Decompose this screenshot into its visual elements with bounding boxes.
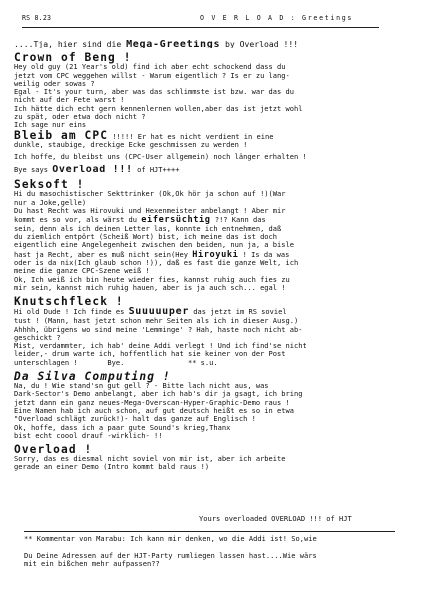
text-line: Dark-Sector's Demo anbelangt, aber ich hab's dir ja gsagt, ich bring bbox=[14, 390, 303, 399]
text-line: dunkle, staubige, dreckige Ecke geschmissen zu werden ! bbox=[14, 140, 248, 149]
bye-line: Bye says Overload !!! of HJT++++ bbox=[14, 165, 180, 176]
text-line: "Overload schlägt zurück!)- halt das ganze auf Englisch ! bbox=[14, 415, 256, 424]
heading-seksoft: Seksoft ! bbox=[14, 178, 85, 192]
text-line: jetzt vom CPC weggehen willst - Warum eigentlich ? Is er zu lang- bbox=[14, 71, 290, 80]
page-header bbox=[0, 13, 423, 23]
signoff: Yours overloaded OVERLOAD !!! of HJT bbox=[199, 514, 352, 523]
text-line: gerade an einer Demo (Intro kommt bald raus !) bbox=[14, 463, 210, 472]
text-line: sein, denn als ich deinen Letter las, konnte ich entnehmen, daß bbox=[14, 224, 282, 233]
text-line: Hey old guy (21 Year's old) find ich aber echt schockend dass du bbox=[14, 63, 286, 72]
suuuuuper: Suuuuuper bbox=[128, 307, 190, 318]
text-line: leider,- drum warte ich, hoffentlich hat sie keiner von der Post bbox=[14, 350, 286, 359]
text-line: zu spät, oder etwa doch nicht ? bbox=[14, 113, 146, 122]
text-line: Ich hoffe, du bleibst uns (CPC-User allgemein) noch länger erhalten ! bbox=[14, 152, 307, 161]
text-line: mir sein, kannst mich ruhig hauen, aber is ja auch sch... egal ! bbox=[14, 283, 286, 292]
comment-line: Du Deine Adressen auf der HJT-Party rumliegen lassen hast....Wie wärs bbox=[24, 551, 317, 560]
footer-rule bbox=[24, 531, 395, 532]
comment-line: mit ein bißchen mehr aufpassen?? bbox=[24, 559, 160, 568]
text-line: nicht auf der Fete warst ! bbox=[14, 96, 125, 105]
heading-knutschfleck: Knutschfleck ! bbox=[14, 295, 124, 309]
greetings-text bbox=[14, 40, 414, 472]
text-line: Ok, hoffe, dass ich a paar gute Sound's krieg,Thanx bbox=[14, 423, 231, 432]
text-line: Egal - It's your turn, aber was das schlimmste ist bzw. war das du bbox=[14, 88, 295, 97]
heading-overload: Overload ! bbox=[14, 443, 93, 457]
text-line: Ok, Ich weiß ich bin heute wieder fies, kannst ruhig auch fies zu bbox=[14, 275, 290, 284]
bleib-am-cpc-line: Bleib am CPC !!!!! Er hat es nicht verdient in eine bbox=[14, 129, 274, 141]
text-line: Ich sage nur eins bbox=[14, 121, 87, 130]
heading-crown-of-beng: Crown of Beng ! bbox=[14, 51, 132, 65]
text-line: unterschlagen ! Bye. ** s.u. bbox=[14, 358, 218, 367]
header-rule bbox=[22, 27, 379, 28]
text-line: meine die ganze CPC-Szene weiß ! bbox=[14, 267, 150, 276]
text-line: eigentlich eine Angelegenheit zwischen den beiden, nun ja, a bisle bbox=[14, 241, 295, 250]
comment-line: ** Kommentar von Marabu: Ich kann mir denken, wo die Addi ist! So,wie bbox=[24, 535, 317, 543]
text-line: Hi old Dude ! Ich finde es Suuuuuper das jetzt im RS soviel bbox=[14, 307, 287, 318]
issue-number: RS 8.23 bbox=[22, 14, 52, 22]
overload-signature: Overload !!! bbox=[52, 165, 133, 176]
text-line: weilig oder sowas ? bbox=[14, 79, 95, 88]
hiroyuki: Hiroyuki bbox=[192, 249, 239, 260]
text-line: Sorry, das es diesmal nicht soviel von mir ist, aber ich arbeite bbox=[14, 455, 286, 464]
text-line: Hi du masochistischer Sekttrinker (Ok,Ok hör ja schon auf !)(War bbox=[14, 190, 286, 199]
text-line: kommt es so vor, als wärst du eifersüchtig ?!? Kann das bbox=[14, 215, 266, 225]
text-line: bist echt coool drauf -wirklich- !! bbox=[14, 431, 163, 440]
text-line: Eine Namen hab ich auch schon, auf gut deutsch heißt es so in etwa bbox=[14, 406, 295, 415]
heading-da-silva-computing: Da Silva Computing ! bbox=[14, 370, 171, 384]
text-line: du ziemlich entpört (Scheiß Wort) bist, ich meine das ist doch bbox=[14, 232, 278, 241]
eifersuechtig: eifersüchtig bbox=[141, 215, 211, 225]
section-title: O V E R L O A D : Greetings bbox=[200, 14, 354, 22]
text-line: Ahhhh, übrigens wo sind meine 'Lemminge' ? Hah, haste noch nicht ab- bbox=[14, 325, 303, 334]
editor-comment bbox=[24, 535, 414, 568]
text-line: Ich hätte dich echt gern kennenlernen wollen,aber das ist jetzt wohl bbox=[14, 104, 303, 113]
text-line: geschickt ? bbox=[14, 333, 61, 342]
text-line: jetzt dann ein ganz neues-Mega-Overscan-Hyper-Graphic-Demo raus ! bbox=[14, 398, 290, 407]
mega-greetings: Mega-Greetings bbox=[126, 40, 221, 49]
text-line: hast ja Recht, aber es muß nicht sein(Hey Hiroyuki ! Is da was bbox=[14, 249, 290, 260]
text-line: nur a Joke,gelle) bbox=[14, 198, 87, 207]
intro-line: ....Tja, hier sind die Mega-Greetings by Overload !!! bbox=[14, 40, 299, 49]
comment-line bbox=[24, 543, 414, 551]
text-line: oder is da nix(Ich glaub schon !)), daß es fast die ganze Welt, ich bbox=[14, 259, 299, 268]
text-line: Na, du ! Wie stand'sn gut gell ? - Bitte lach nicht aus, was bbox=[14, 382, 269, 391]
text-line: Mist, verdammter, ich hab' deine Addi verlegt ! Und ich find'se nicht bbox=[14, 342, 307, 351]
bleib-am-cpc: Bleib am CPC bbox=[14, 129, 109, 141]
text-line: Du hast Recht was Hirovuki und Hexenmeister anbelangt ! Aber mir bbox=[14, 206, 286, 215]
text-line: tust ! (Mann, hast jetzt schon mehr Seiten als ich in dieser Ausg.) bbox=[14, 317, 299, 326]
